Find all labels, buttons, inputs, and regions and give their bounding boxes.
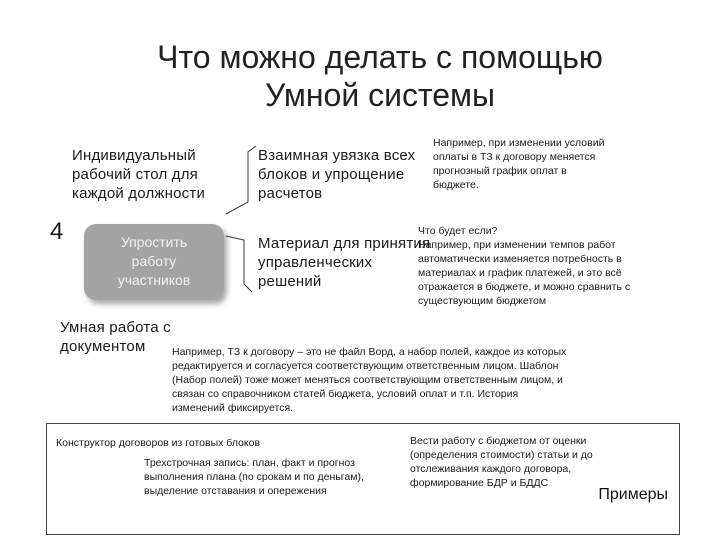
note-document-fields: Например, ТЗ к договору – это не файл Ворд, а набор полей, каждое из которых редактируется и согласуется соответствующим ответственным лицом. Шаблон (Набор полей) тоже может меняться соответствующим ответственным лицом, и связан со справочником статей бюджета, условий оплат и т.п. История изменений фиксируется. [172, 346, 567, 414]
examples-link[interactable]: Примеры [598, 486, 668, 503]
branch-management-material: Материал для принятия управленческих решений [258, 235, 431, 290]
slide-title: Что можно делать с помощью Умной системы [157, 39, 603, 113]
brace-mid-right-icon [222, 228, 262, 298]
note-payment-terms: Например, при изменении условий оплаты в ТЗ к договору меняется прогнозный график оплат в бюджете. [433, 137, 605, 191]
slide-number: 4 [50, 218, 64, 245]
branch-smart-documents: Умная работа с документом [60, 319, 171, 355]
three-line-record-text: Трехстрочная запись: план, факт и прогноз выполнения плана (по срокам и по деньгам), выделение отставания и опережения [144, 457, 364, 497]
simplify-work-button[interactable]: Упростить работу участников [84, 224, 224, 300]
note-what-if: Что будет если? Например, при изменении темпов работ автоматически изменяется потребность в материалах и график платежей, и это всё отражается в бюджете, и можно сравнить с существующим бюджетом [418, 225, 631, 307]
contract-builder-label: Конструктор договоров из готовых блоков [56, 437, 261, 449]
brace-top-right-icon [222, 140, 262, 220]
branch-workspace: Индивидуальный рабочий стол для каждой должности [72, 147, 206, 202]
budget-work-text: Вести работу с бюджетом от оценки (определения стоимости) статьи и до отслеживания каждого договора, формирование БДР и БДДС [410, 435, 593, 489]
branch-linking: Взаимная увязка всех блоков и упрощение расчетов [258, 147, 416, 202]
